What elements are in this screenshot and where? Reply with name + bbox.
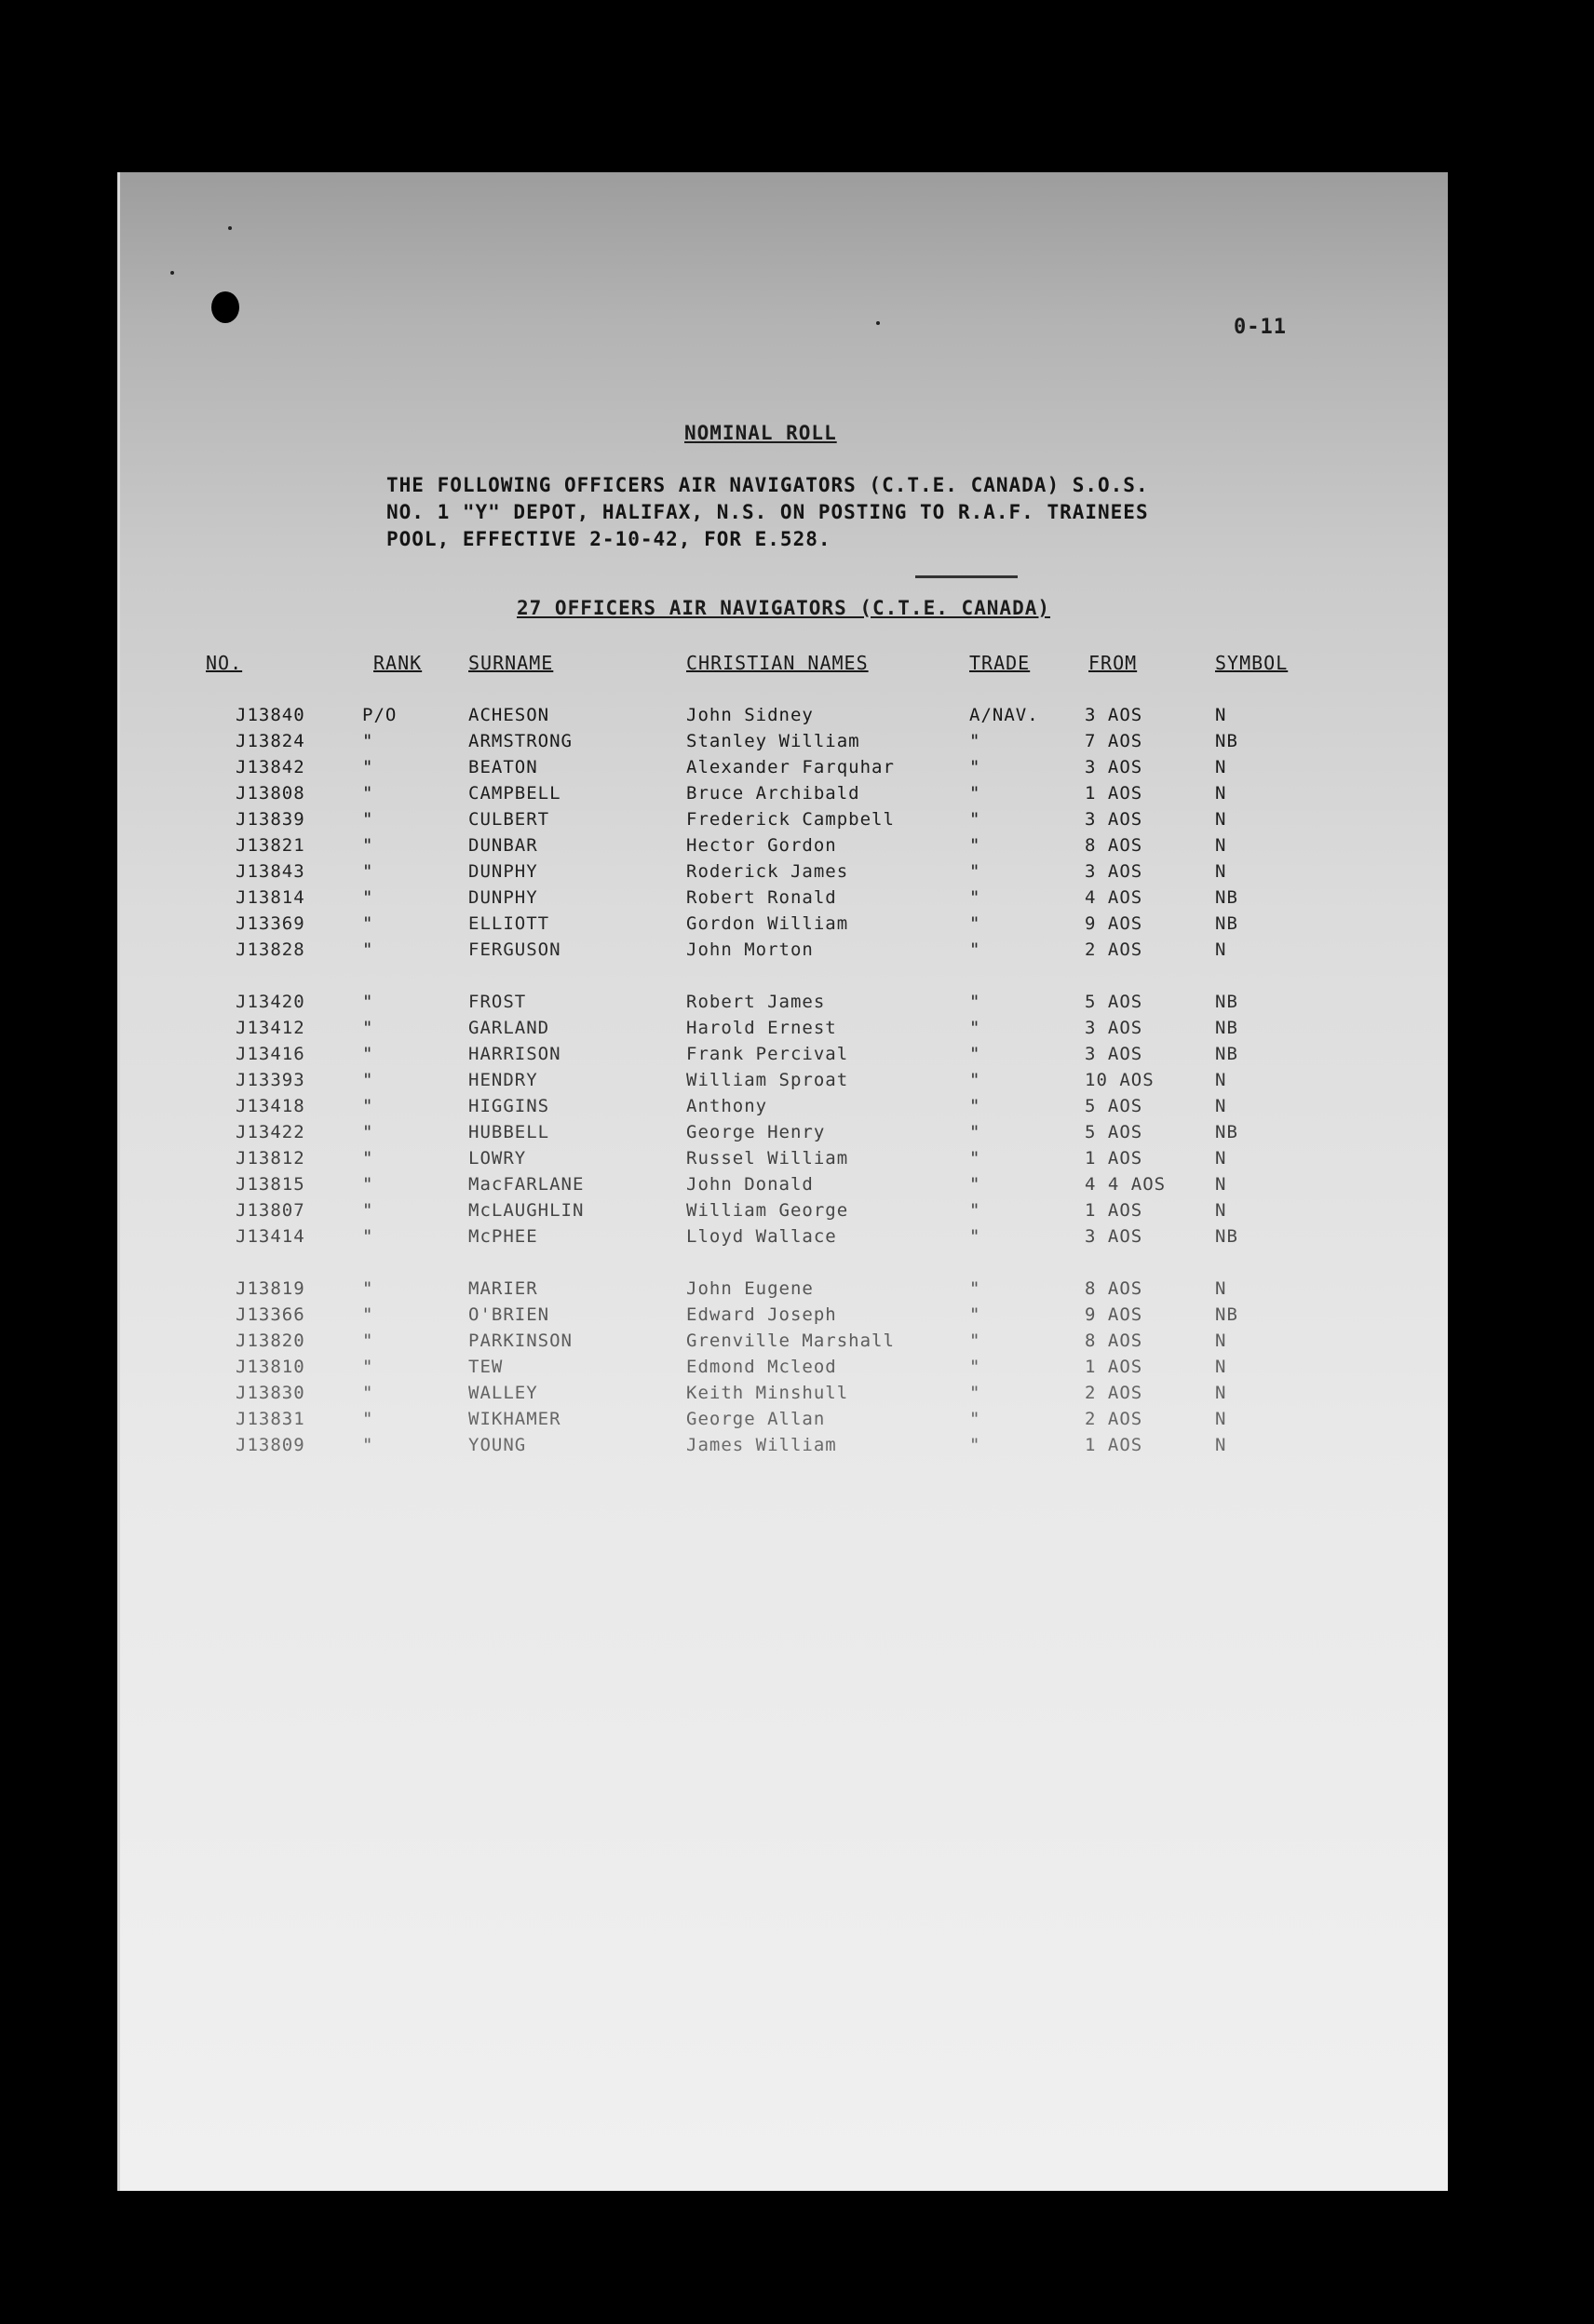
table-row (120, 1044, 1448, 1069)
cell-from: 7 AOS (1085, 731, 1143, 751)
cell-christian-names: George Henry (686, 1122, 826, 1142)
cell-trade: " (969, 809, 981, 830)
cell-christian-names: Hector Gordon (686, 835, 837, 856)
cell-trade: " (969, 1044, 981, 1064)
cell-surname: HIGGINS (468, 1096, 550, 1116)
cell-surname: LOWRY (468, 1148, 527, 1169)
table-row (120, 1226, 1448, 1251)
cell-rank: " (362, 1070, 374, 1090)
cell-from: 1 AOS (1085, 783, 1143, 804)
cell-symbol: N (1215, 809, 1227, 830)
cell-surname: ELLIOTT (468, 913, 550, 934)
cell-rank: " (362, 1357, 374, 1377)
table-row (120, 913, 1448, 939)
cell-trade: " (969, 1435, 981, 1455)
cell-trade: " (969, 939, 981, 960)
table-row (120, 705, 1448, 730)
table-row (120, 1435, 1448, 1460)
cell-trade: " (969, 1174, 981, 1195)
cell-service-number: J13810 (236, 1357, 305, 1377)
cell-service-number: J13814 (236, 887, 305, 908)
cell-symbol: NB (1215, 1226, 1238, 1247)
cell-rank: " (362, 1331, 374, 1351)
cell-christian-names: Grenville Marshall (686, 1331, 895, 1351)
cell-surname: YOUNG (468, 1435, 527, 1455)
table-row (120, 1096, 1448, 1121)
cell-trade: " (969, 1018, 981, 1038)
column-header-trade: TRADE (969, 652, 1031, 674)
cell-christian-names: John Donald (686, 1174, 814, 1195)
cell-from: 9 AOS (1085, 1304, 1143, 1325)
cell-trade: " (969, 1331, 981, 1351)
cell-trade: " (969, 1200, 981, 1221)
table-row (120, 731, 1448, 756)
cell-from: 1 AOS (1085, 1148, 1143, 1169)
cell-rank: " (362, 1174, 374, 1195)
cell-symbol: N (1215, 1278, 1227, 1299)
cell-service-number: J13416 (236, 1044, 305, 1064)
cell-from: 1 AOS (1085, 1357, 1143, 1377)
cell-rank: " (362, 1226, 374, 1247)
cell-christian-names: Keith Minshull (686, 1383, 849, 1403)
cell-from: 1 AOS (1085, 1200, 1143, 1221)
cell-symbol: N (1215, 1174, 1227, 1195)
cell-from: 3 AOS (1085, 1018, 1143, 1038)
table-row (120, 1357, 1448, 1382)
cell-service-number: J13366 (236, 1304, 305, 1325)
cell-service-number: J13828 (236, 939, 305, 960)
cell-surname: PARKINSON (468, 1331, 573, 1351)
cell-rank: " (362, 887, 374, 908)
cell-surname: MacFARLANE (468, 1174, 585, 1195)
cell-symbol: N (1215, 783, 1227, 804)
cell-from: 3 AOS (1085, 757, 1143, 777)
paper-speck (170, 271, 174, 275)
table-row (120, 939, 1448, 965)
cell-service-number: J13420 (236, 992, 305, 1012)
table-row (120, 1174, 1448, 1199)
cell-from: 5 AOS (1085, 1096, 1143, 1116)
cell-from: 5 AOS (1085, 992, 1143, 1012)
cell-from: 3 AOS (1085, 1044, 1143, 1064)
table-row (120, 1304, 1448, 1330)
cell-surname: CULBERT (468, 809, 550, 830)
table-row (120, 809, 1448, 834)
cell-from: 8 AOS (1085, 1331, 1143, 1351)
cell-symbol: N (1215, 1070, 1227, 1090)
cell-rank: " (362, 1122, 374, 1142)
table-row (120, 1383, 1448, 1408)
table-row (120, 1018, 1448, 1043)
cell-christian-names: Lloyd Wallace (686, 1226, 837, 1247)
cell-christian-names: James William (686, 1435, 837, 1455)
cell-rank: " (362, 992, 374, 1012)
cell-symbol: N (1215, 1200, 1227, 1221)
cell-service-number: J13824 (236, 731, 305, 751)
cell-rank: " (362, 1018, 374, 1038)
cell-service-number: J13369 (236, 913, 305, 934)
cell-christian-names: John Eugene (686, 1278, 814, 1299)
table-row (120, 1070, 1448, 1095)
cell-surname: FERGUSON (468, 939, 561, 960)
cell-christian-names: Robert Ronald (686, 887, 837, 908)
cell-service-number: J13815 (236, 1174, 305, 1195)
cell-service-number: J13418 (236, 1096, 305, 1116)
cell-rank: " (362, 1044, 374, 1064)
cell-trade: " (969, 1357, 981, 1377)
cell-from: 3 AOS (1085, 861, 1143, 882)
table-row (120, 887, 1448, 912)
cell-christian-names: Anthony (686, 1096, 768, 1116)
column-header-no: NO. (206, 652, 243, 674)
pen-underline-mark (915, 575, 1018, 578)
cell-symbol: NB (1215, 913, 1238, 934)
cell-from: 4 4 AOS (1085, 1174, 1167, 1195)
cell-service-number: J13831 (236, 1409, 305, 1429)
table-row (120, 1148, 1448, 1173)
cell-service-number: J13830 (236, 1383, 305, 1403)
cell-christian-names: John Sidney (686, 705, 814, 725)
cell-rank: " (362, 1409, 374, 1429)
cell-christian-names: William George (686, 1200, 849, 1221)
cell-trade: " (969, 1278, 981, 1299)
cell-symbol: NB (1215, 731, 1238, 751)
table-row (120, 1278, 1448, 1304)
cell-service-number: J13842 (236, 757, 305, 777)
cell-rank: " (362, 1200, 374, 1221)
cell-symbol: N (1215, 757, 1227, 777)
cell-service-number: J13422 (236, 1122, 305, 1142)
table-row (120, 835, 1448, 860)
cell-service-number: J13819 (236, 1278, 305, 1299)
intro-line: NO. 1 "Y" DEPOT, HALIFAX, N.S. ON POSTING TO R.A.F. TRAINEES (386, 501, 1149, 523)
cell-christian-names: George Allan (686, 1409, 826, 1429)
document-title: NOMINAL ROLL (684, 422, 837, 444)
cell-surname: DUNBAR (468, 835, 538, 856)
cell-trade: " (969, 835, 981, 856)
table-row (120, 1331, 1448, 1356)
cell-service-number: J13840 (236, 705, 305, 725)
cell-christian-names: Alexander Farquhar (686, 757, 895, 777)
cell-surname: O'BRIEN (468, 1304, 550, 1325)
cell-surname: DUNPHY (468, 861, 538, 882)
cell-surname: HUBBELL (468, 1122, 550, 1142)
cell-surname: WALLEY (468, 1383, 538, 1403)
table-row (120, 783, 1448, 808)
cell-service-number: J13393 (236, 1070, 305, 1090)
cell-service-number: J13839 (236, 809, 305, 830)
cell-service-number: J13809 (236, 1435, 305, 1455)
cell-trade: " (969, 757, 981, 777)
cell-christian-names: Frederick Campbell (686, 809, 895, 830)
cell-rank: P/O (362, 705, 398, 725)
document-page (117, 172, 1448, 2191)
cell-from: 3 AOS (1085, 705, 1143, 725)
cell-from: 3 AOS (1085, 809, 1143, 830)
cell-service-number: J13821 (236, 835, 305, 856)
table-row (120, 1200, 1448, 1225)
cell-from: 8 AOS (1085, 1278, 1143, 1299)
column-header-rank: RANK (373, 652, 423, 674)
cell-rank: " (362, 913, 374, 934)
column-header-surname: SURNAME (468, 652, 554, 674)
cell-surname: HENDRY (468, 1070, 538, 1090)
cell-rank: " (362, 1278, 374, 1299)
cell-rank: " (362, 1096, 374, 1116)
cell-surname: BEATON (468, 757, 538, 777)
cell-symbol: N (1215, 861, 1227, 882)
cell-trade: " (969, 1148, 981, 1169)
table-row (120, 757, 1448, 782)
cell-surname: MARIER (468, 1278, 538, 1299)
cell-symbol: N (1215, 1357, 1227, 1377)
page-number: 0-11 (1234, 316, 1287, 339)
cell-service-number: J13812 (236, 1148, 305, 1169)
cell-christian-names: John Morton (686, 939, 814, 960)
cell-surname: DUNPHY (468, 887, 538, 908)
cell-rank: " (362, 1148, 374, 1169)
cell-service-number: J13412 (236, 1018, 305, 1038)
cell-christian-names: Edward Joseph (686, 1304, 837, 1325)
punch-hole-mark (211, 291, 239, 323)
cell-from: 8 AOS (1085, 835, 1143, 856)
table-row (120, 992, 1448, 1017)
cell-trade: " (969, 887, 981, 908)
cell-trade: " (969, 913, 981, 934)
cell-symbol: N (1215, 1331, 1227, 1351)
cell-christian-names: Russel William (686, 1148, 849, 1169)
cell-symbol: N (1215, 1096, 1227, 1116)
cell-rank: " (362, 861, 374, 882)
cell-from: 2 AOS (1085, 1383, 1143, 1403)
cell-christian-names: Edmond Mcleod (686, 1357, 837, 1377)
cell-christian-names: Gordon William (686, 913, 849, 934)
cell-trade: " (969, 731, 981, 751)
cell-symbol: NB (1215, 1304, 1238, 1325)
cell-rank: " (362, 1383, 374, 1403)
cell-trade: " (969, 1304, 981, 1325)
cell-christian-names: Stanley William (686, 731, 860, 751)
cell-trade: " (969, 992, 981, 1012)
cell-from: 5 AOS (1085, 1122, 1143, 1142)
paper-speck (876, 321, 880, 325)
cell-surname: CAMPBELL (468, 783, 561, 804)
cell-rank: " (362, 809, 374, 830)
cell-surname: ACHESON (468, 705, 550, 725)
cell-surname: ARMSTRONG (468, 731, 573, 751)
cell-christian-names: Frank Percival (686, 1044, 849, 1064)
cell-surname: GARLAND (468, 1018, 550, 1038)
cell-trade: " (969, 1383, 981, 1403)
cell-surname: FROST (468, 992, 527, 1012)
table-row (120, 1409, 1448, 1434)
cell-rank: " (362, 939, 374, 960)
cell-rank: " (362, 783, 374, 804)
cell-from: 2 AOS (1085, 939, 1143, 960)
cell-symbol: NB (1215, 1122, 1238, 1142)
cell-from: 9 AOS (1085, 913, 1143, 934)
cell-christian-names: Harold Ernest (686, 1018, 837, 1038)
cell-symbol: N (1215, 1148, 1227, 1169)
cell-symbol: NB (1215, 887, 1238, 908)
cell-rank: " (362, 757, 374, 777)
intro-line: POOL, EFFECTIVE 2-10-42, FOR E.528. (386, 528, 831, 550)
cell-service-number: J13843 (236, 861, 305, 882)
table-row (120, 861, 1448, 886)
cell-service-number: J13820 (236, 1331, 305, 1351)
cell-symbol: NB (1215, 1044, 1238, 1064)
cell-trade: " (969, 1409, 981, 1429)
cell-rank: " (362, 1304, 374, 1325)
paper-speck (228, 226, 232, 230)
cell-christian-names: Robert James (686, 992, 826, 1012)
cell-symbol: NB (1215, 992, 1238, 1012)
cell-rank: " (362, 835, 374, 856)
cell-surname: WIKHAMER (468, 1409, 561, 1429)
cell-from: 1 AOS (1085, 1435, 1143, 1455)
cell-symbol: N (1215, 1409, 1227, 1429)
cell-trade: " (969, 1096, 981, 1116)
cell-christian-names: Roderick James (686, 861, 849, 882)
cell-trade: " (969, 1122, 981, 1142)
cell-symbol: NB (1215, 1018, 1238, 1038)
cell-symbol: N (1215, 1435, 1227, 1455)
cell-trade: " (969, 1226, 981, 1247)
cell-rank: " (362, 1435, 374, 1455)
cell-surname: McLAUGHLIN (468, 1200, 585, 1221)
cell-symbol: N (1215, 1383, 1227, 1403)
cell-symbol: N (1215, 705, 1227, 725)
cell-service-number: J13807 (236, 1200, 305, 1221)
cell-service-number: J13414 (236, 1226, 305, 1247)
cell-from: 4 AOS (1085, 887, 1143, 908)
cell-trade: A/NAV. (969, 705, 1039, 725)
cell-surname: HARRISON (468, 1044, 561, 1064)
column-header-from: FROM (1088, 652, 1138, 674)
intro-paragraph (386, 472, 1149, 553)
column-header-christian-names: CHRISTIAN NAMES (686, 652, 869, 674)
cell-christian-names: William Sproat (686, 1070, 849, 1090)
cell-trade: " (969, 783, 981, 804)
cell-trade: " (969, 861, 981, 882)
cell-symbol: N (1215, 939, 1227, 960)
intro-line: THE FOLLOWING OFFICERS AIR NAVIGATORS (C.T.E. CANADA) S.O.S. (386, 474, 1149, 496)
section-subheading: 27 OFFICERS AIR NAVIGATORS (C.T.E. CANADA) (517, 597, 1051, 619)
cell-surname: TEW (468, 1357, 504, 1377)
cell-from: 10 AOS (1085, 1070, 1155, 1090)
cell-symbol: N (1215, 835, 1227, 856)
cell-rank: " (362, 731, 374, 751)
cell-service-number: J13808 (236, 783, 305, 804)
cell-surname: McPHEE (468, 1226, 538, 1247)
column-header-symbol: SYMBOL (1215, 652, 1289, 674)
cell-from: 2 AOS (1085, 1409, 1143, 1429)
table-row (120, 1122, 1448, 1147)
cell-from: 3 AOS (1085, 1226, 1143, 1247)
cell-trade: " (969, 1070, 981, 1090)
cell-christian-names: Bruce Archibald (686, 783, 860, 804)
